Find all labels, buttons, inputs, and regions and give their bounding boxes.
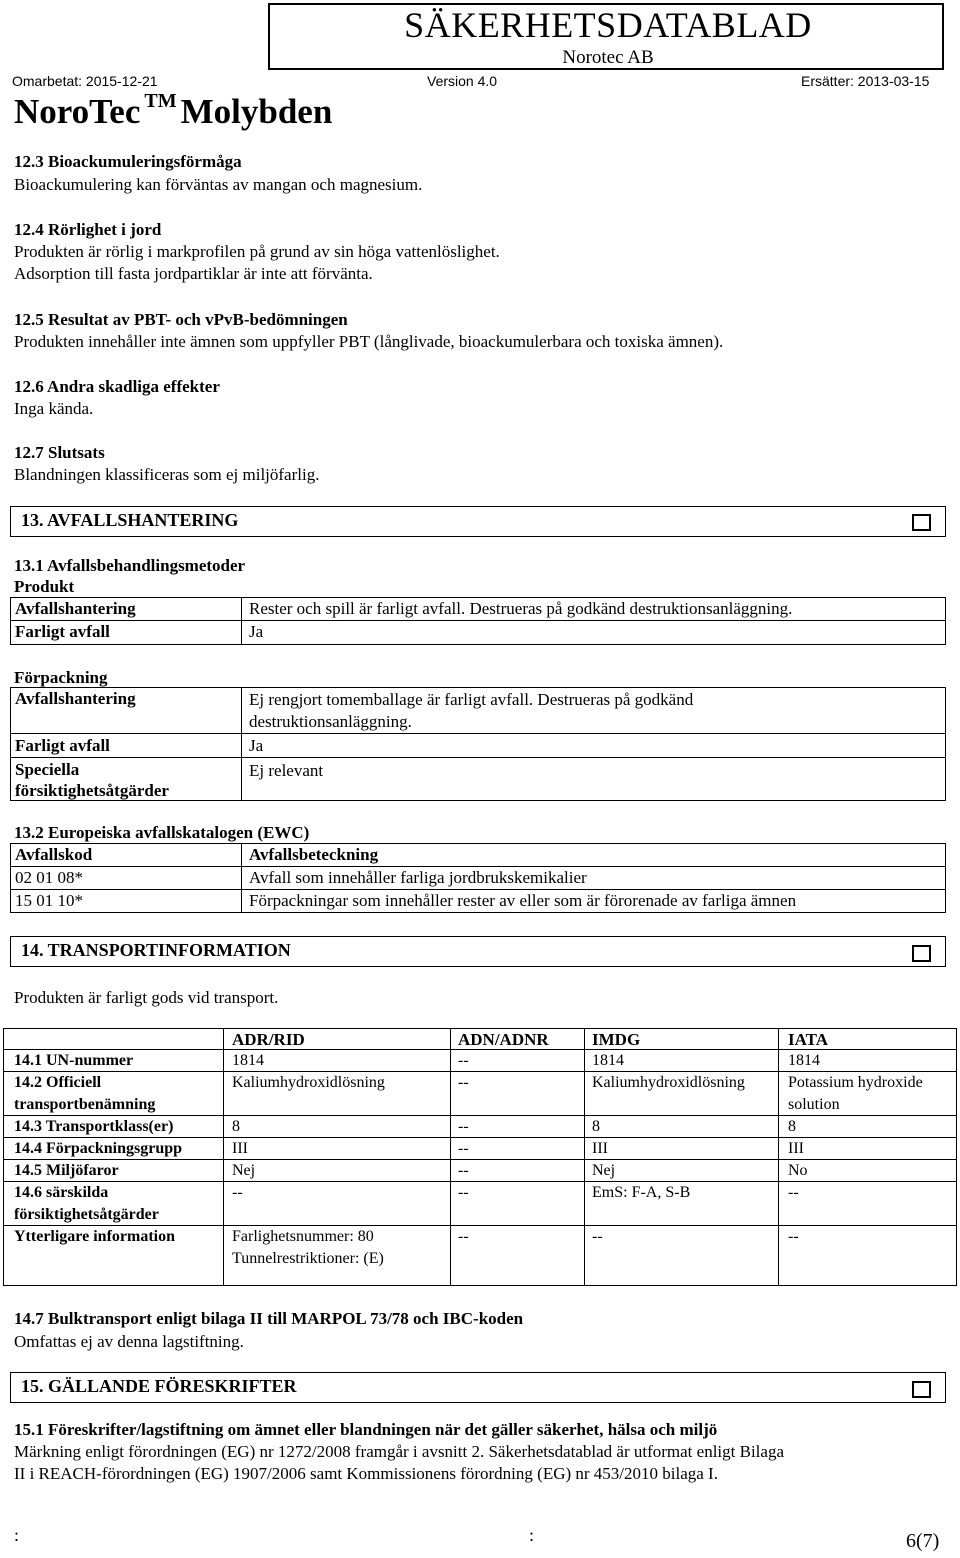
cell-iata: 1814: [788, 1052, 820, 1069]
produkt-avfallshantering-label: Avfallshantering: [15, 599, 136, 618]
footer-colon-left: :: [14, 1525, 20, 1545]
heading-13-1: 13.1 Avfallsbehandlingsmetoder: [14, 556, 246, 575]
section-13-title: 13. AVFALLSHANTERING: [21, 510, 239, 530]
cell-imdg: Nej: [592, 1162, 616, 1179]
cell-adn: --: [458, 1140, 469, 1157]
cell-imdg: 8: [592, 1118, 600, 1135]
cell-adn: --: [458, 1162, 469, 1179]
ewc-code: 02 01 08*: [15, 868, 83, 887]
section-13-bar: [10, 506, 946, 537]
label-forpackning: Förpackning: [14, 668, 108, 687]
forp-avfallshantering-value-1: Ej rengjort tomemballage är farligt avfall. Destrueras på godkänd: [249, 690, 694, 709]
heading-14-7: 14.7 Bulktransport enligt bilaga II till MARPOL 73/78 och IBC-koden: [14, 1309, 524, 1328]
section-14-title: 14. TRANSPORTINFORMATION: [21, 940, 291, 960]
heading-12-7: 12.7 Slutsats: [14, 443, 105, 462]
forp-speciella-label-1: Speciella: [15, 760, 80, 779]
ewc-header-desc: Avfallsbeteckning: [249, 845, 379, 864]
trademark-mark: TM: [144, 90, 177, 112]
section-15-bar: [10, 1372, 946, 1403]
row-label: 14.5 Miljöfaror: [14, 1162, 119, 1179]
heading-12-3: 12.3 Bioackumuleringsförmåga: [14, 152, 242, 171]
checkbox-icon: [912, 1381, 931, 1398]
forp-avfallshantering-value-2: destruktionsanläggning.: [249, 712, 412, 731]
col-header-imdg: IMDG: [592, 1030, 641, 1049]
cell-iata: III: [788, 1140, 804, 1157]
produkt-farligt-label: Farligt avfall: [15, 622, 110, 641]
cell-adr: Kaliumhydroxidlösning: [232, 1074, 385, 1091]
cell-iata: --: [788, 1184, 799, 1201]
text-12-4b: Adsorption till fasta jordpartiklar är inte att förvänta.: [14, 264, 373, 283]
document-title: SÄKERHETSDATABLAD: [404, 5, 812, 45]
cell-adr: --: [232, 1184, 243, 1201]
heading-13-2: 13.2 Europeiska avfallskatalogen (EWC): [14, 823, 310, 842]
col-header-iata: IATA: [788, 1030, 828, 1049]
checkbox-icon: [912, 945, 931, 962]
text-12-3: Bioackumulering kan förväntas av mangan och magnesium.: [14, 175, 423, 194]
cell-adr: 8: [232, 1118, 240, 1135]
forp-farligt-label: Farligt avfall: [15, 736, 110, 755]
text-12-7: Blandningen klassificeras som ej miljöfarlig.: [14, 465, 320, 484]
section-14-bar: [10, 936, 946, 967]
cell-imdg: III: [592, 1140, 608, 1157]
cell-adr: III: [232, 1140, 248, 1157]
col-header-adn: ADN/ADNR: [458, 1030, 549, 1049]
text-12-6: Inga kända.: [14, 399, 94, 418]
forp-avfallshantering-label: Avfallshantering: [15, 689, 136, 708]
heading-15-1: 15.1 Föreskrifter/lagstiftning om ämnet eller blandningen när det gäller säkerhet, hälsa och miljö: [14, 1420, 718, 1439]
forp-speciella-label-2: försiktighetsåtgärder: [15, 781, 169, 800]
section-15-title: 15. GÄLLANDE FÖRESKRIFTER: [21, 1376, 297, 1396]
company-name: Norotec AB: [562, 47, 654, 68]
heading-12-6: 12.6 Andra skadliga effekter: [14, 377, 220, 396]
forp-farligt-value: Ja: [249, 736, 264, 755]
text-12-5: Produkten innehåller inte ämnen som uppfyller PBT (långlivade, bioackumulerbara och toxiska ämnen).: [14, 332, 724, 351]
row-label: 14.3 Transportklass(er): [14, 1118, 174, 1135]
cell-imdg: EmS: F-A, S-B: [592, 1184, 691, 1201]
product-waste-table: [10, 597, 946, 645]
cell-iata: No: [788, 1162, 808, 1179]
cell-adn: --: [458, 1228, 469, 1245]
label-produkt: Produkt: [14, 577, 75, 596]
row-label: 14.2 Officiell transportbenämning: [14, 1074, 156, 1113]
cell-adr: Farlighetsnummer: 80 Tunnelrestriktioner: (E): [232, 1228, 384, 1267]
cell-iata: --: [788, 1228, 799, 1245]
produkt-farligt-value: Ja: [249, 622, 264, 641]
cell-iata: 8: [788, 1118, 796, 1135]
text-12-4a: Produkten är rörlig i markprofilen på grund av sin höga vattenlöslighet.: [14, 242, 500, 261]
packaging-waste-table: [10, 687, 946, 801]
ewc-code: 15 01 10*: [15, 891, 83, 910]
text-15-1a: Märkning enligt förordningen (EG) nr 1272/2008 framgår i avsnitt 2. Säkerhetsdatablad är utformat enligt Bilaga: [14, 1442, 784, 1461]
replaces-date: Ersätter: 2013-03-15: [801, 73, 930, 89]
cell-iata: Potassium hydroxide solution: [788, 1074, 923, 1113]
version: Version 4.0: [427, 73, 498, 89]
revised-date: Omarbetat: 2015-12-21: [12, 73, 158, 89]
ewc-desc: Avfall som innehåller farliga jordbrukskemikalier: [249, 868, 587, 887]
ewc-header-code: Avfallskod: [15, 845, 93, 864]
cell-adr: Nej: [232, 1162, 256, 1179]
row-label: 14.4 Förpackningsgrupp: [14, 1140, 183, 1157]
ewc-desc: Förpackningar som innehåller rester av eller som är förorenade av farliga ämnen: [249, 891, 797, 910]
row-label: Ytterligare information: [14, 1228, 175, 1245]
col-header-adr: ADR/RID: [232, 1030, 305, 1049]
text-15-1b: II i REACH-förordningen (EG) 1907/2006 samt Kommissionens förordning (EG) nr 453/2010 bilaga I.: [14, 1464, 718, 1483]
cell-adn: --: [458, 1118, 469, 1135]
row-label: 14.1 UN-nummer: [14, 1052, 134, 1069]
checkbox-icon: [912, 514, 931, 531]
cell-adn: --: [458, 1052, 469, 1069]
transport-intro: Produkten är farligt gods vid transport.: [14, 988, 279, 1007]
transport-table: [3, 1028, 957, 1286]
cell-adn: --: [458, 1184, 469, 1201]
cell-imdg: 1814: [592, 1052, 624, 1069]
footer-colon-mid: :: [529, 1525, 535, 1545]
heading-12-4: 12.4 Rörlighet i jord: [14, 220, 162, 239]
ewc-table: [10, 843, 946, 913]
text-14-7: Omfattas ej av denna lagstiftning.: [14, 1332, 244, 1351]
product-name: NoroTec ™ Molybden: [14, 90, 333, 131]
forp-speciella-value: Ej relevant: [249, 761, 324, 780]
cell-adn: --: [458, 1074, 469, 1091]
cell-imdg: Kaliumhydroxidlösning: [592, 1074, 745, 1091]
produkt-avfallshantering-value: Rester och spill är farligt avfall. Destrueras på godkänd destruktionsanläggning.: [249, 599, 793, 618]
cell-imdg: --: [592, 1228, 603, 1245]
row-label: 14.6 särskilda försiktighetsåtgärder: [14, 1184, 159, 1223]
heading-12-5: 12.5 Resultat av PBT- och vPvB-bedömningen: [14, 310, 348, 329]
cell-adr: 1814: [232, 1052, 264, 1069]
page-number: 6(7): [906, 1530, 940, 1552]
